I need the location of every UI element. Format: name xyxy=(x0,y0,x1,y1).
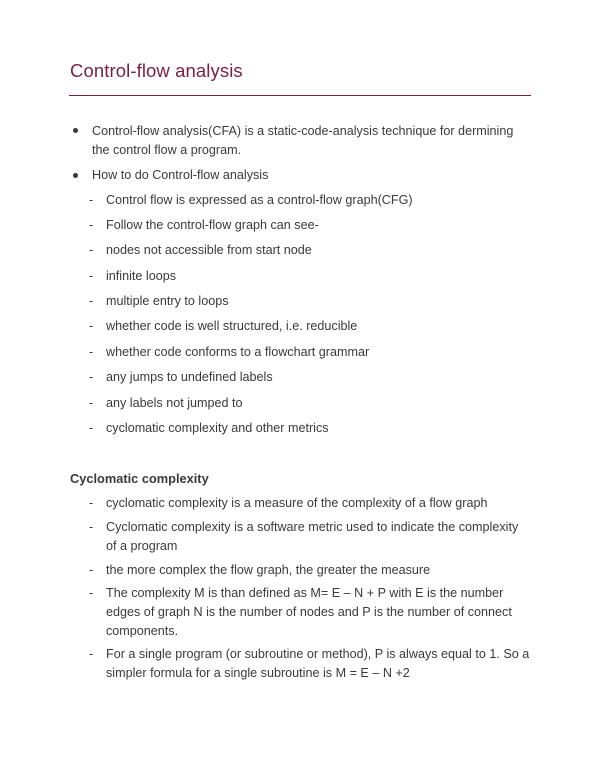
dash-marker: - xyxy=(89,496,94,510)
list-item: whether code is well structured, i.e. reducible xyxy=(106,319,358,333)
list-item: the more complex the flow graph, the greater the measure xyxy=(106,563,431,577)
dash-marker: - xyxy=(89,396,94,410)
dash-marker: - xyxy=(89,294,94,308)
bullet-item: Control-flow analysis(CFA) is a static-code-analysis technique for dermining the control flow a program. xyxy=(92,124,514,157)
bullet-icon xyxy=(73,128,78,133)
dash-marker: - xyxy=(89,370,94,384)
section-heading: Cyclomatic complexity xyxy=(70,471,209,486)
dash-marker: - xyxy=(89,586,94,600)
dash-marker: - xyxy=(89,269,94,283)
list-item: cyclomatic complexity and other metrics xyxy=(106,421,329,435)
dash-marker: - xyxy=(89,243,94,257)
list-item: whether code conforms to a flowchart grammar xyxy=(106,345,370,359)
list-item: cyclomatic complexity is a measure of the complexity of a flow graph xyxy=(106,496,488,510)
list-item: nodes not accessible from start node xyxy=(106,243,312,257)
list-item: multiple entry to loops xyxy=(106,294,229,308)
list-item: The complexity M is than defined as M= E – N + P with E is the number edges of graph N is the number of nodes and P is the number of connect components. xyxy=(106,586,512,638)
list-item: Cyclomatic complexity is a software metric used to indicate the complexity of a program xyxy=(106,520,519,553)
title-divider xyxy=(69,95,531,96)
list-item: any labels not jumped to xyxy=(106,396,243,410)
dash-marker: - xyxy=(89,563,94,577)
page-title: Control-flow analysis xyxy=(70,60,243,81)
dash-marker: - xyxy=(89,520,94,534)
list-item: infinite loops xyxy=(106,269,177,283)
list-item: any jumps to undefined labels xyxy=(106,370,273,384)
dash-marker: - xyxy=(89,319,94,333)
list-item: Follow the control-flow graph can see- xyxy=(106,218,319,232)
dash-marker: - xyxy=(89,193,94,207)
list-item: For a single program (or subroutine or method), P is always equal to 1. So a simpler formula for a single subroutine is M = E – N +2 xyxy=(106,647,530,680)
dash-marker: - xyxy=(89,218,94,232)
bullet-icon xyxy=(73,173,78,178)
dash-marker: - xyxy=(89,421,94,435)
dash-marker: - xyxy=(89,345,94,359)
list-item: Control flow is expressed as a control-flow graph(CFG) xyxy=(106,193,413,207)
bullet-item: How to do Control-flow analysis xyxy=(92,168,269,182)
dash-marker: - xyxy=(89,647,94,661)
